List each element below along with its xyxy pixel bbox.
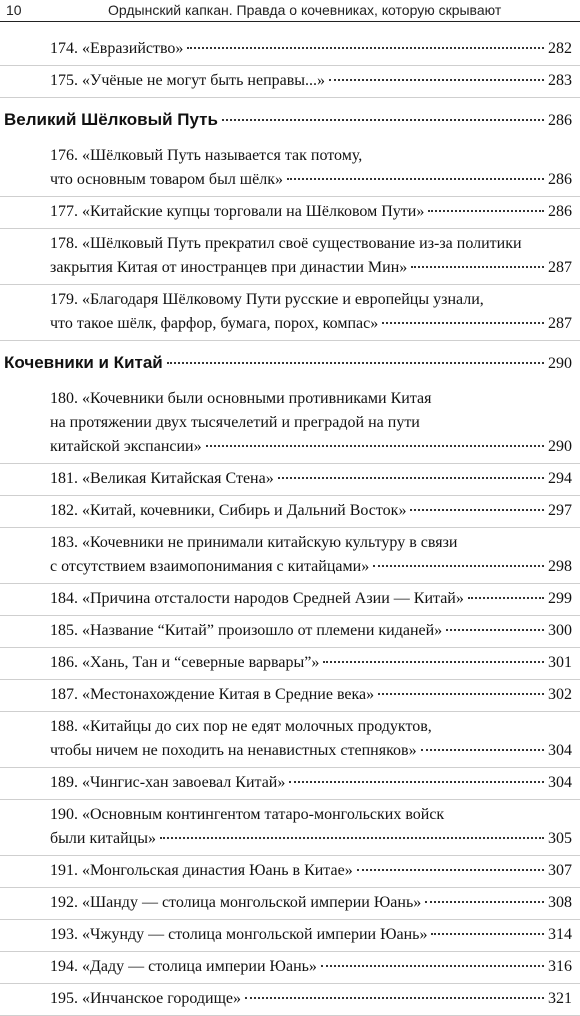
toc-page-number: 287: [548, 315, 572, 332]
toc-entry: [0, 800, 580, 856]
toc-entry: [0, 496, 580, 528]
dot-leader: [329, 79, 544, 81]
dot-leader: [425, 901, 544, 903]
toc-page-number: 321: [548, 990, 572, 1007]
toc-entry: [0, 952, 580, 984]
toc-entry-text: 180. «Кочевники были основными противниками Китая: [50, 390, 432, 407]
toc-entry-last-line: [50, 256, 572, 280]
toc-entry-text: 181. «Великая Китайская Стена»: [50, 470, 274, 487]
toc-entry-last-line: [4, 108, 572, 133]
toc-page-number: 282: [548, 40, 572, 57]
toc-page-number: 304: [548, 742, 572, 759]
toc-page-number: 290: [548, 438, 572, 455]
toc-entry-last-line: [50, 467, 572, 491]
toc-entry: [0, 584, 580, 616]
toc-entry-last-line: [50, 987, 572, 1011]
dot-leader: [222, 119, 544, 121]
toc-page-number: 314: [548, 926, 572, 943]
toc-entry-text: Великий Шёлковый Путь: [4, 110, 218, 129]
toc-entry-last-line: [50, 827, 572, 851]
toc-entry-text: 190. «Основным контингентом татаро-монгольских войск: [50, 806, 445, 823]
toc-entry-text: 192. «Шанду — столица монгольской империи Юань»: [50, 894, 422, 911]
running-title: Ордынский капкан. Правда о кочевниках, которую скрывают: [108, 2, 502, 18]
toc-entry-text: 174. «Евразийство»: [50, 40, 184, 57]
dot-leader: [167, 362, 544, 364]
dot-leader: [382, 322, 544, 324]
toc-entry: [0, 856, 580, 888]
toc-entry-text: 193. «Чжунду — столица монгольской империи Юань»: [50, 926, 428, 943]
toc-entry-text: 186. «Хань, Тан и “северные варвары”»: [50, 654, 320, 671]
toc-page-number: 300: [548, 622, 572, 639]
toc-entry: [0, 384, 580, 464]
toc-entry-last-line: [50, 555, 572, 579]
toc-page-number: 298: [548, 558, 572, 575]
dot-leader: [357, 869, 544, 871]
dot-leader: [410, 509, 544, 511]
toc-entry-last-line: [50, 168, 572, 192]
toc-entry-text: 195. «Инчанское городище»: [50, 990, 242, 1007]
toc-entry-last-line: [50, 435, 572, 459]
toc-entry-text: закрытия Китая от иностранцев при династии Мин»: [50, 259, 408, 276]
dot-leader: [278, 477, 544, 479]
toc-entry-last-line: [50, 955, 572, 979]
toc-entry-text: что основным товаром был шёлк»: [50, 171, 283, 188]
toc-entry-text: китайской экспансии»: [50, 438, 202, 455]
toc-page-number: 304: [548, 774, 572, 791]
toc-entry-last-line: [50, 651, 572, 675]
toc-entry: [0, 616, 580, 648]
table-of-contents: [0, 34, 580, 1016]
toc-entry: [0, 66, 580, 98]
toc-entry-last-line: [4, 351, 572, 376]
toc-entry-last-line: [50, 200, 572, 224]
toc-page-number: 283: [548, 72, 572, 89]
toc-entry-last-line: [50, 619, 572, 643]
toc-entry: [0, 920, 580, 952]
toc-entry-text: 185. «Название “Китай” произошло от племени киданей»: [50, 622, 443, 639]
toc-page-number: 286: [548, 171, 572, 188]
toc-entry-text: 176. «Шёлковый Путь называется так потому,: [50, 147, 363, 164]
toc-entry-text: 194. «Даду — столица империи Юань»: [50, 958, 317, 975]
toc-entry-last-line: [50, 891, 572, 915]
dot-leader: [431, 933, 544, 935]
toc-entry-text: 175. «Учёные не могут быть неправы...»: [50, 72, 326, 89]
toc-entry-last-line: [50, 859, 572, 883]
toc-entry-text: 188. «Китайцы до сих пор не едят молочных продуктов,: [50, 718, 432, 735]
dot-leader: [428, 210, 544, 212]
dot-leader: [411, 266, 544, 268]
toc-entry-text: 187. «Местонахождение Китая в Средние века»: [50, 686, 375, 703]
toc-entry-last-line: [50, 587, 572, 611]
toc-entry: [0, 34, 580, 66]
toc-page-number: 307: [548, 862, 572, 879]
toc-page-number: 286: [548, 203, 572, 220]
toc-entry: [0, 197, 580, 229]
toc-entry-text: что такое шёлк, фарфор, бумага, порох, компас»: [50, 315, 379, 332]
toc-entry: [0, 984, 580, 1016]
dot-leader: [245, 997, 544, 999]
toc-entry: [0, 464, 580, 496]
toc-entry: [0, 712, 580, 768]
toc-entry-text: Кочевники и Китай: [4, 353, 163, 372]
toc-page-number: 287: [548, 259, 572, 276]
toc-entry-last-line: [50, 771, 572, 795]
toc-entry-last-line: [50, 312, 572, 336]
dot-leader: [323, 661, 544, 663]
dot-leader: [468, 597, 544, 599]
toc-page-number: 301: [548, 654, 572, 671]
toc-entry-last-line: [50, 683, 572, 707]
dot-leader: [206, 445, 544, 447]
toc-entry: [0, 285, 580, 341]
toc-page-number: 308: [548, 894, 572, 911]
toc-section-heading: [0, 341, 580, 384]
toc-entry-last-line: [50, 37, 572, 61]
toc-entry-text: 191. «Монгольская династия Юань в Китае»: [50, 862, 353, 879]
toc-entry: [0, 141, 580, 197]
toc-page-number: 302: [548, 686, 572, 703]
toc-entry-last-line: [50, 69, 572, 93]
dot-leader: [321, 965, 544, 967]
toc-entry-text: 178. «Шёлковый Путь прекратил своё существование из-за политики: [50, 235, 522, 252]
dot-leader: [289, 781, 544, 783]
toc-page-number: 305: [548, 830, 572, 847]
toc-entry-text: 189. «Чингис-хан завоевал Китай»: [50, 774, 286, 791]
header-rule: [0, 21, 580, 22]
dot-leader: [378, 693, 544, 695]
toc-page-number: 290: [548, 355, 572, 372]
toc-entry-text: 184. «Причина отсталости народов Средней Азии — Китай»: [50, 590, 464, 607]
toc-entry-text: 182. «Китай, кочевники, Сибирь и Дальний Восток»: [50, 502, 407, 519]
toc-entry-last-line: [50, 923, 572, 947]
page-number: 10: [6, 2, 22, 18]
toc-page-number: 286: [548, 112, 572, 129]
dot-leader: [160, 837, 544, 839]
toc-entry-last-line: [50, 739, 572, 763]
toc-entry: [0, 528, 580, 584]
toc-entry: [0, 768, 580, 800]
toc-entry-text: чтобы ничем не походить на ненавистных степняков»: [50, 742, 417, 759]
dot-leader: [446, 629, 544, 631]
dot-leader: [187, 47, 544, 49]
dot-leader: [421, 749, 544, 751]
toc-entry-text: с отсутствием взаимопонимания с китайцами»: [50, 558, 370, 575]
toc-page-number: 299: [548, 590, 572, 607]
dot-leader: [373, 565, 544, 567]
toc-entry: [0, 680, 580, 712]
toc-entry: [0, 648, 580, 680]
toc-entry: [0, 888, 580, 920]
running-header: [0, 0, 580, 24]
toc-page-number: 297: [548, 502, 572, 519]
toc-page-number: 294: [548, 470, 572, 487]
toc-entry-text: на протяжении двух тысячелетий и преградой на пути: [50, 414, 420, 431]
toc-entry-text: были китайцы»: [50, 830, 156, 847]
toc-entry: [0, 229, 580, 285]
toc-section-heading: [0, 98, 580, 141]
toc-entry-text: 183. «Кочевники не принимали китайскую культуру в связи: [50, 534, 458, 551]
toc-page-number: 316: [548, 958, 572, 975]
toc-entry-text: 179. «Благодаря Шёлковому Пути русские и европейцы узнали,: [50, 291, 484, 308]
toc-entry-text: 177. «Китайские купцы торговали на Шёлковом Пути»: [50, 203, 425, 220]
toc-entry-last-line: [50, 499, 572, 523]
dot-leader: [287, 178, 544, 180]
